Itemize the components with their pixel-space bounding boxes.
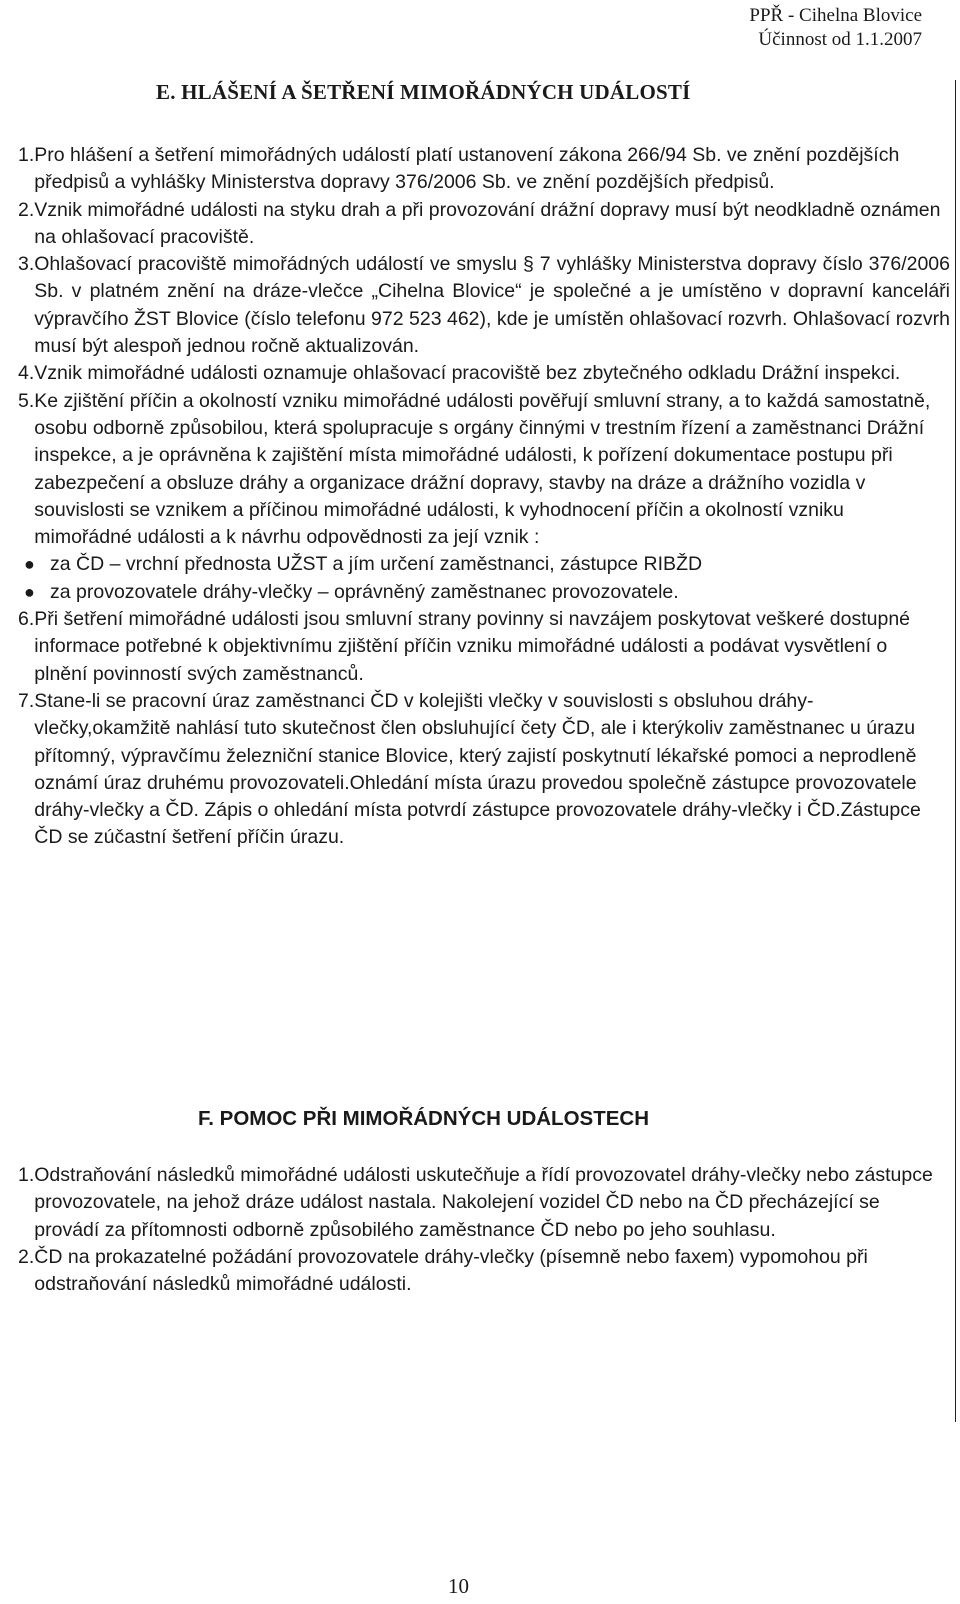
bullet-item — [18, 551, 950, 578]
document-header — [749, 4, 922, 52]
section-e-body — [18, 142, 950, 852]
section-e-item-5 — [18, 388, 950, 552]
section-f-item-1 — [18, 1162, 950, 1244]
item-number: 7. — [18, 689, 35, 712]
section-e-item-6 — [18, 606, 950, 688]
item-text: Stane-li se pracovní úraz zaměstnanci ČD v kolejišti vlečky v souvislosti s obsluhou dráhy- vlečky,okamžitě nahlásí tuto skutečnost člen obsluhující čety ČD, ale i kterýkoliv zaměstnanec u úrazu přítomný, výpravčímu železniční stanice Blovice, který zajistí poskytnutí lékařské pomoci a neprodleně oznámí úraz druhému provozovateli.Ohledání místa úrazu provedou společně zástupce provozovatele dráhy-vlečky a ČD. Zápis o ohledání místa potvrdí zástupce provozovatele dráhy-vlečky i ČD.Zástupce ČD se zúčastní šetření příčin úrazu. — [34, 689, 921, 849]
item-text: Pro hlášení a šetření mimořádných událostí platí ustanovení zákona 266/94 Sb. ve znění pozdějších předpisů a vyhlášky Ministerstva dopravy 376/2006 Sb. ve znění pozdějších předpisů. — [34, 144, 900, 194]
item-text: Ohlašovací pracoviště mimořádných událostí ve smyslu § 7 vyhlášky Ministerstva dopravy číslo 376/2006 Sb. v platném znění na dráze-vlečce „Cihelna Blovice“ je společné a je umístěno v dopravní kanceláři výpravčího ŽST Blovice (číslo telefonu 972 523 462), kde je umístěn ohlašovací rozvrh. Ohlašovací rozvrh musí být alespoň jednou ročně aktualizován. — [34, 253, 950, 358]
header-document-name: PPŘ - Cihelna Blovice — [749, 5, 922, 26]
item-text: Vznik mimořádné události na styku drah a při provozování drážní dopravy musí být neodkladně oznámen na ohlašovací pracoviště. — [34, 198, 941, 248]
section-e-item-2 — [18, 197, 950, 252]
item-text: Ke zjištění příčin a okolností vzniku mimořádné události pověřují smluvní strany, a to každá samostatně, osobu odborně způsobilou, která spolupracuje s orgány činnými v trestním řízení a zaměstnanci Drážní inspekce, a je oprávněna k zajištění místa mimořádné události, k pořízení dokumentace postupu při zabezpečení a obsluze dráhy a organizace drážní dopravy, stavby na dráze a drážního vozidla v souvislosti se vznikem a příčinou mimořádné události, k vyhodnocení příčin a okolností vzniku mimořádné události a k návrhu odpovědnosti za její vznik : — [34, 389, 931, 549]
section-e-item-4 — [18, 360, 950, 387]
section-e-item-3 — [18, 251, 950, 360]
bullet-text: za provozovatele dráhy-vlečky – oprávněný zaměstnanec provozovatele. — [50, 580, 679, 603]
item-number: 3. — [18, 253, 35, 276]
item-number: 2. — [18, 1245, 35, 1268]
section-e-title: E. HLÁŠENÍ A ŠETŘENÍ MIMOŘÁDNÝCH UDÁLOSTÍ — [156, 80, 691, 104]
section-f-item-2 — [18, 1244, 950, 1299]
item-number: 2. — [18, 198, 35, 221]
item-number: 1. — [18, 144, 35, 166]
header-effective-date: Účinnost od 1.1.2007 — [758, 29, 922, 50]
item-number: 5. — [18, 389, 35, 412]
section-e-item-1 — [18, 142, 950, 197]
bullet-text: za ČD – vrchní přednosta UŽST a jím určení zaměstnanci, zástupce RIBŽD — [50, 553, 703, 576]
item-text: Vznik mimořádné události oznamuje ohlašovací pracoviště bez zbytečného odkladu Drážní inspekci. — [34, 362, 901, 385]
section-f-body — [18, 1162, 950, 1298]
item-text: Odstraňování následků mimořádné události uskutečňuje a řídí provozovatel dráhy-vlečky nebo zástupce provozovatele, na jehož dráze událost nastala. Nakolejení vozidel ČD nebo na ČD přecházející se provádí za přítomnosti odborně způsobilého zaměstnance ČD nebo po jeho souhlasu. — [34, 1164, 933, 1241]
page-number: 10 — [448, 1574, 469, 1598]
bullet-icon: ● — [24, 554, 35, 575]
item-number: 6. — [18, 608, 35, 631]
bullet-icon: ● — [24, 581, 35, 602]
bullet-item — [18, 579, 950, 606]
section-f-title: F. POMOC PŘI MIMOŘÁDNÝCH UDÁLOSTECH — [198, 1107, 649, 1130]
item-number: 1. — [18, 1164, 35, 1186]
section-e-item-7 — [18, 688, 950, 852]
item-number: 4. — [18, 362, 35, 385]
item-text: Při šetření mimořádné události jsou smluvní strany povinny si navzájem poskytovat veškeré dostupné informace potřebné k objektivnímu zjištění příčin vzniku mimořádné události a podávat vysvětlení o plnění povinností svých zaměstnanců. — [34, 608, 911, 685]
margin-rule — [955, 80, 956, 1422]
item-text: ČD na prokazatelné požádání provozovatele dráhy-vlečky (písemně nebo faxem) vypomohou při odstraňování následků mimořádné události. — [34, 1245, 868, 1296]
